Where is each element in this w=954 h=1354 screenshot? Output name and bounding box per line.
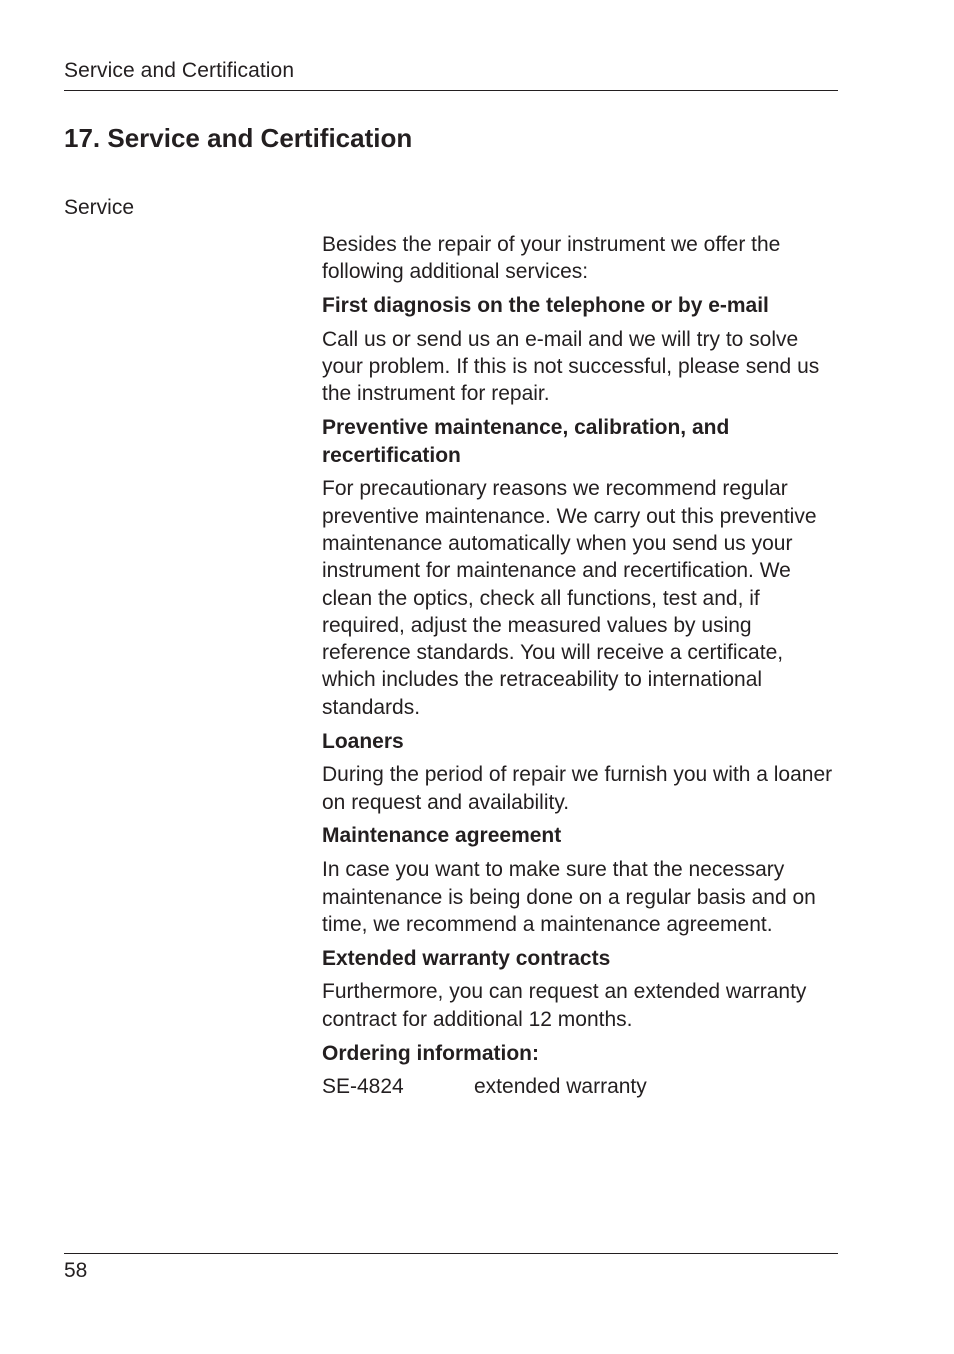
diagnosis-heading: First diagnosis on the telephone or by e-mail <box>322 294 769 318</box>
running-header: Service and Certification <box>64 59 295 82</box>
maintenance-heading: Preventive maintenance, calibration, and recertification <box>322 416 730 467</box>
section-label: Service <box>64 196 135 219</box>
warranty-heading: Extended warranty contracts <box>322 946 611 970</box>
chapter-title: 17. Service and Certification <box>64 123 413 153</box>
page-number: 58 <box>64 1259 88 1282</box>
diagnosis-paragraph: Call us or send us an e-mail and we will try to solve your problem. If this is not successful, please send us the instrument for repair. <box>322 327 820 406</box>
maintenance-paragraph: For precautionary reasons we recommend regular preventive maintenance. We carry out this preventive maintenance automatically when you send us your instrument for maintenance and recertification. We clean the optics, check all functions, test and, if required, adjust the measured values by using reference standards. You will receive a certificate, which includes the retraceability to international standards. <box>322 477 817 719</box>
footer-divider <box>64 1253 838 1254</box>
ordering-row <box>322 1073 842 1100</box>
warranty-paragraph: Furthermore, you can request an extended warranty contract for additional 12 months. <box>322 980 807 1031</box>
order-code: SE-4824 <box>322 1075 404 1099</box>
service-content <box>322 231 842 1101</box>
loaners-heading: Loaners <box>322 729 404 753</box>
loaners-paragraph: During the period of repair we furnish you with a loaner on request and availability. <box>322 763 833 814</box>
order-description: extended warranty <box>474 1075 647 1099</box>
ordering-heading: Ordering information: <box>322 1041 539 1065</box>
agreement-heading: Maintenance agreement <box>322 824 562 848</box>
header-divider <box>64 90 838 91</box>
agreement-paragraph: In case you want to make sure that the necessary maintenance is being done on a regular basis and on time, we recommend a maintenance agreement. <box>322 858 816 936</box>
intro-paragraph: Besides the repair of your instrument we offer the following additional services: <box>322 233 781 284</box>
